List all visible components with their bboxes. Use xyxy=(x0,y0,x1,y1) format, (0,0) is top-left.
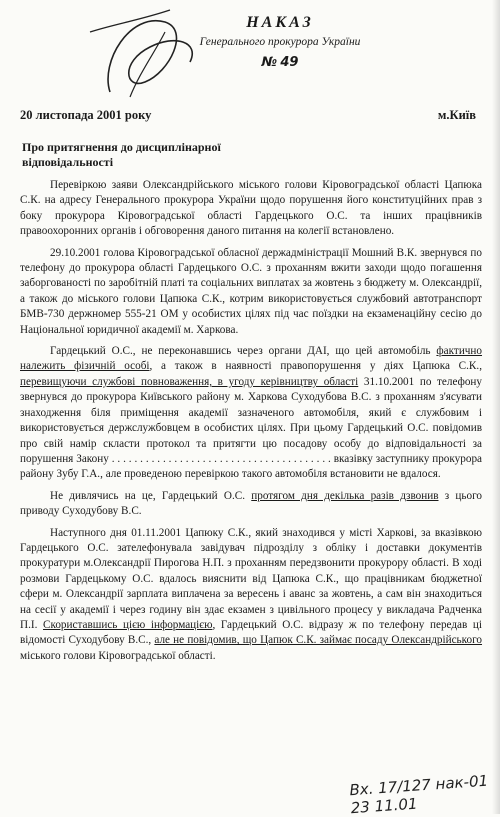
paragraph-3-part-c: , а також в наявності правопорушення у діях Цапюка С.К., xyxy=(149,360,482,373)
paragraph-4-part-a: Не дивлячись на це, Гардецький О.С. xyxy=(50,489,246,502)
date-place-line xyxy=(20,108,476,123)
document-issuer: Генерального прокурора України xyxy=(199,36,361,48)
paragraph-3-part-a: Гардецький О.С., не переконавшись через органи ДАІ, що цей автомобіль xyxy=(50,345,431,358)
paragraph-1: Перевіркою заяви Олександрійського міського голови Кіровоградської області Цапюка С.К. на адресу Генерального прокурора України щодо порушення його конституційних прав з боку прокурора Кіровоградської області Гардецького О.С. та інших працівників правоохоронних органів і обговорення даного питання на колегії встановлено. xyxy=(20,179,482,238)
document-subject: Про притягнення до дисциплінарної відповідальності xyxy=(22,140,221,169)
scan-edge-shadow xyxy=(492,0,500,814)
number-label: № xyxy=(261,55,278,70)
underlined-phrase: протягом дня декілька разів дзвонив xyxy=(251,489,439,502)
paragraph-5-part-a: Наступного дня 01.11.2001 Цапюку С.К., який знаходився у місті Харкові, за вказівкою Гардецького О.С. зателефонувала завідувач підрозділу з обліку і доставки документів прокуратури м.Олександрії Пирогова Н.П. з проханням передзвонити прокурору області. В ході розмови Гардецькому О.С. вдалось вияснити від Цапюка С.К., що працівникам бюджетної сфери м. Олександрії зарплата виплачена за вересень і аванс за жовтень, а сам він знаходиться на сесії у академії і через годину він здає екзамен з цивільного процесу у викладача Радченка П.І. xyxy=(20,526,482,631)
paragraph-4-part-c: з цього приводу Суходубову В.С. xyxy=(20,489,482,518)
document-number-line xyxy=(150,54,410,70)
paragraph-5-part-e: міського голови Кіровоградської області. xyxy=(20,649,216,662)
document-body xyxy=(20,178,482,670)
underlined-phrase: перевищуючи службові повноваження, в угоду керівництву області xyxy=(20,375,359,388)
paragraph-3 xyxy=(20,344,482,483)
paragraph-5-part-c: , Гардецький О.С. відразу ж по телефону передав ці відомості Суходубову В.С., xyxy=(20,618,482,647)
document-header xyxy=(150,14,410,70)
document-date: 20 листопада 2001 року xyxy=(20,108,152,122)
paragraph-2: 29.10.2001 голова Кіровоградської обласної держадміністрації Мошний В.К. звернувся по телефону до прокурора області Гардецького О.С. з проханням вжити заходи щодо погашення заборгованості по заробітній платі та соціальних виплатах за жовтень з бюджету м. Олександрії, а також до міського голови Цапюка С.К., котрим використовується службовий автотранспорт БМВ-730 держномер 555-21 ОМ у особистих цілях під час поїздки на екзаменаційну сесію до Національної юридичної академії м. Харкова. xyxy=(20,246,482,336)
paragraph-5 xyxy=(20,526,482,665)
registration-stamp: Вх. 17/127 нак-01 23 11.01 xyxy=(348,771,489,817)
underlined-phrase: Скориставшись цією інформацією xyxy=(43,618,213,631)
document-number: 49 xyxy=(280,55,299,70)
paragraph-4 xyxy=(20,489,482,520)
underlined-phrase: фактично належить фізичній особі xyxy=(20,345,483,373)
document-type: НАКАЗ xyxy=(246,14,314,31)
document-place: м.Київ xyxy=(437,108,476,122)
underlined-phrase: але не повідомив, що Цапюк С.К. займає посаду Олександрійського xyxy=(154,634,483,647)
paragraph-3-part-e: 31.10.2001 по телефону звернувся до прокурора Київського району м. Харкова Суходубова В.С. з проханням з'ясувати знаходження біля приміщення академії зазначеного автомобіля, який є службовим і використовується держслужбовцем в особистих цілях. При цьому Гардецький О.С. повідомив про свій намір скласти протокол та притягти цю посадову особу до відповідальності за порушення Закону . . . . . . . . . . . . . . . . . . . . . . . . . . . . . . . . . . . . . . . вказівку заступнику прокурора району Зубу Г.А., але проведеною перевіркою такого автомобіля встановити не вдалося. xyxy=(20,375,483,481)
